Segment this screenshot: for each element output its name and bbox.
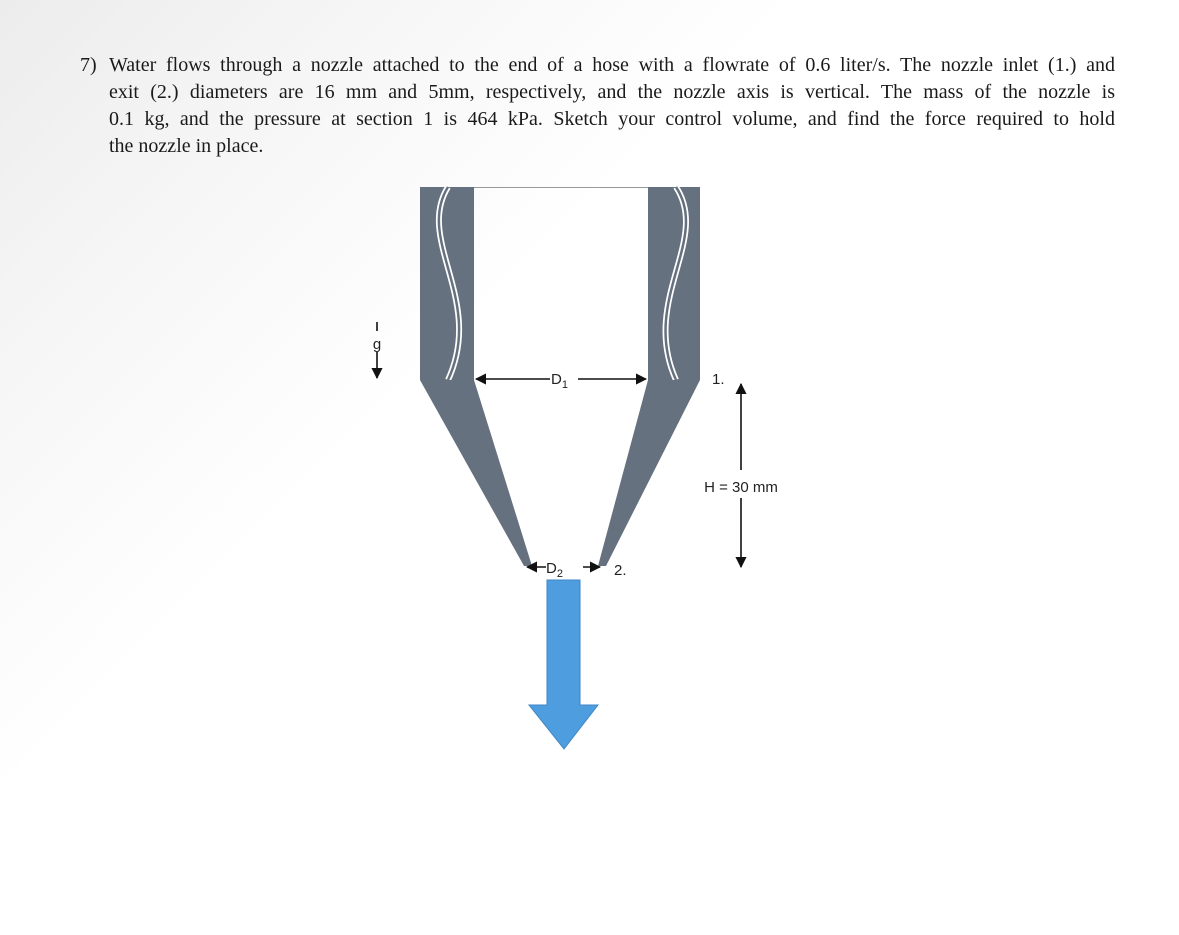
- d2-label: $D_2$: [546, 560, 563, 580]
- hose-walls: [420, 187, 700, 380]
- d2-dimension: [527, 560, 600, 580]
- nozzle-wall-left: [420, 380, 532, 566]
- hose-wall-left: [420, 187, 474, 380]
- problem-line: exit (2.) diameters are 16 mm and 5mm, respectively, and the nozzle axis is vertical. The mass of the nozzle is: [109, 81, 1115, 103]
- d1-label: $D_1$: [551, 371, 568, 391]
- problem-line: 0.1 kg, and the pressure at section 1 is 464 kPa. Sketch your control volume, and find the force required to hold: [109, 108, 1115, 130]
- nozzle-wall-right: [598, 380, 700, 566]
- d1-dimension: [476, 371, 646, 391]
- problem-line: Water flows through a nozzle attached to the end of a hose with a flowrate of 0.6 liter/s. The nozzle inlet (1.) and: [109, 54, 1115, 76]
- problem-line: the nozzle in place.: [109, 135, 264, 157]
- section-1-label: 1.: [712, 371, 725, 388]
- section-2-label: 2.: [614, 562, 627, 579]
- outflow-jet-arrow: [529, 580, 598, 749]
- height-dimension: [704, 384, 778, 567]
- nozzle-cone: [420, 380, 700, 566]
- problem-number: 7): [80, 54, 97, 76]
- gravity-label: g: [372, 336, 382, 353]
- height-label: H = 30 mm: [704, 479, 778, 496]
- gravity-indicator: [373, 322, 381, 378]
